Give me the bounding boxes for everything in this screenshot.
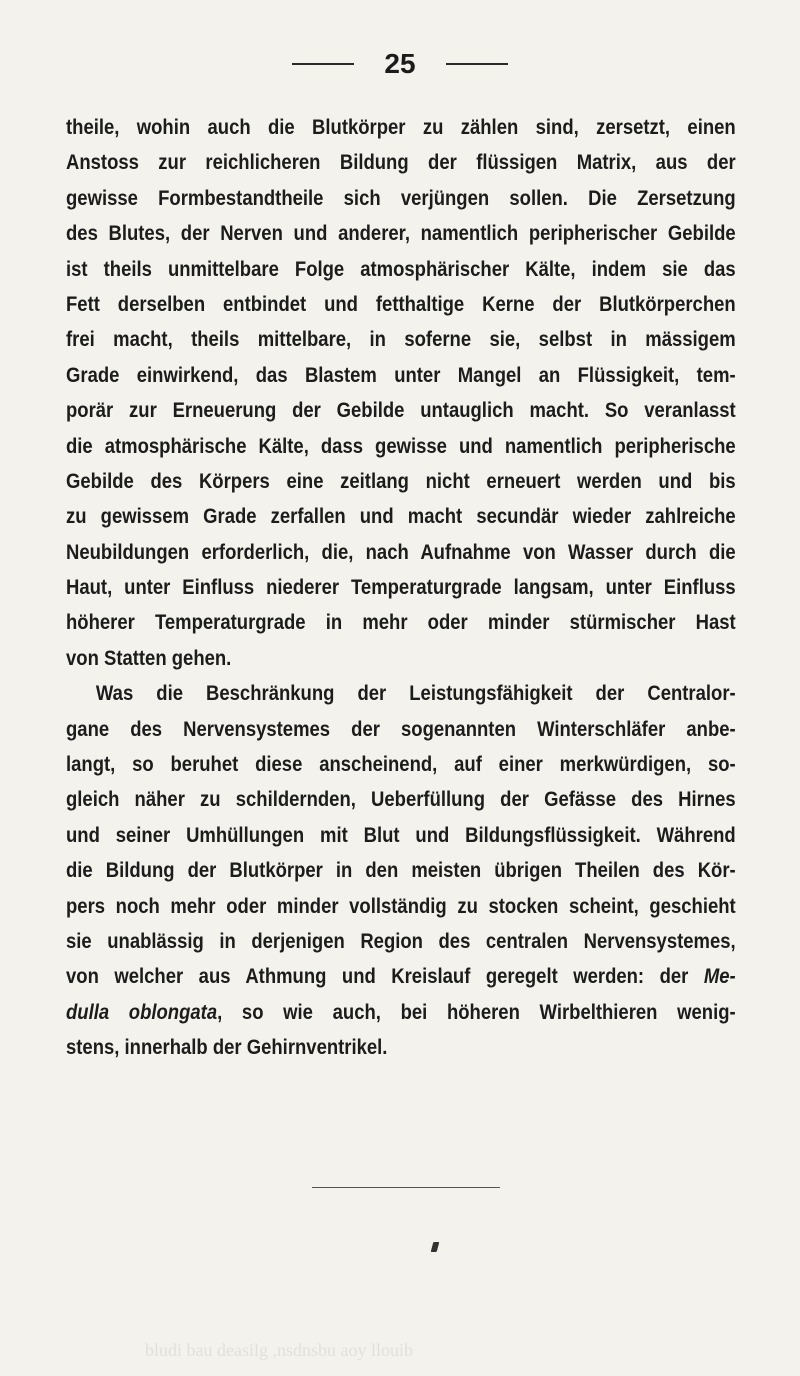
text-line: des Blutes, der Nerven und anderer, namentlich peripherischer Gebilde	[66, 222, 736, 246]
ink-mark	[431, 1242, 440, 1252]
text-fragment: von welcher aus Athmung und Kreislauf geregelt werden: der	[66, 965, 689, 989]
text-line: Grade einwirkend, das Blastem unter Mangel an Flüssigkeit, tem-	[66, 363, 736, 387]
text-fragment: , so wie auch, bei höheren Wirbelthieren wenig-	[217, 1000, 736, 1024]
text-line: theile, wohin auch die Blutkörper zu zählen sind, zersetzt, einen	[66, 116, 736, 139]
text-line: und seiner Umhüllungen mit Blut und Bildungsflüssigkeit. Während	[66, 823, 736, 847]
text-line: gane des Nervensystemes der sogenannten Winterschläfer anbe-	[66, 717, 736, 741]
italic-term: Me-	[703, 965, 736, 989]
text-line: Fett derselben entbindet und fetthaltige Kerne der Blutkörperchen	[66, 292, 736, 316]
text-line: pers noch mehr oder minder vollständig zu stocken scheint, geschieht	[66, 894, 736, 918]
text-line: Haut, unter Einfluss niederer Temperaturgrade langsam, unter Einfluss	[66, 576, 736, 600]
text-line: frei macht, theils mittelbare, in soferne sie, selbst in mässigem	[66, 328, 736, 352]
text-line: Was die Beschränkung der Leistungsfähigkeit der Centralor-	[95, 682, 736, 706]
text-line: Neubildungen erforderlich, die, nach Aufnahme von Wasser durch die	[66, 540, 736, 564]
text-line: die Bildung der Blutkörper in den meisten übrigen Theilen des Kör-	[66, 859, 736, 883]
footer-rule	[312, 1187, 500, 1188]
text-line: höherer Temperaturgrade in mehr oder minder stürmischer Hast	[66, 611, 736, 635]
bleed-through-text: bludi bau deasilg ,nsdnsbu aoy llouib	[145, 1340, 413, 1360]
text-line: sie unablässig in derjenigen Region des centralen Nervensystemes,	[66, 929, 736, 953]
text-line: von Statten gehen.	[66, 646, 232, 670]
text-line: die atmosphärische Kälte, dass gewisse und namentlich peripherische	[66, 434, 736, 458]
body-text	[66, 110, 736, 1066]
text-line: zu gewissem Grade zerfallen und macht secundär wieder zahlreiche	[66, 505, 736, 529]
page-number: 25	[384, 48, 416, 79]
text-line: Anstoss zur reichlicheren Bildung der flüssigen Matrix, aus der	[66, 151, 736, 175]
text-line: ist theils unmittelbare Folge atmosphärischer Kälte, indem sie das	[66, 257, 736, 281]
header-rule-left	[292, 63, 354, 65]
text-line: porär zur Erneuerung der Gebilde untauglich macht. So veranlasst	[66, 399, 736, 423]
text-line: stens, innerhalb der Gehirnventrikel.	[66, 1036, 388, 1060]
text-line: gleich näher zu schildernden, Ueberfüllung der Gefässe des Hirnes	[66, 788, 736, 812]
header-rule-right	[446, 63, 508, 65]
text-line: langt, so beruhet diese anscheinend, auf einer merkwürdigen, so-	[66, 753, 736, 777]
text-line: Gebilde des Körpers eine zeitlang nicht erneuert werden und bis	[66, 469, 736, 493]
text-line: gewisse Formbestandtheile sich verjüngen sollen. Die Zersetzung	[66, 186, 736, 210]
page-header	[0, 44, 800, 84]
italic-term: dulla oblongata	[66, 1000, 218, 1024]
text-line-with-italic	[66, 995, 736, 1030]
text-line-with-italic	[66, 959, 736, 994]
